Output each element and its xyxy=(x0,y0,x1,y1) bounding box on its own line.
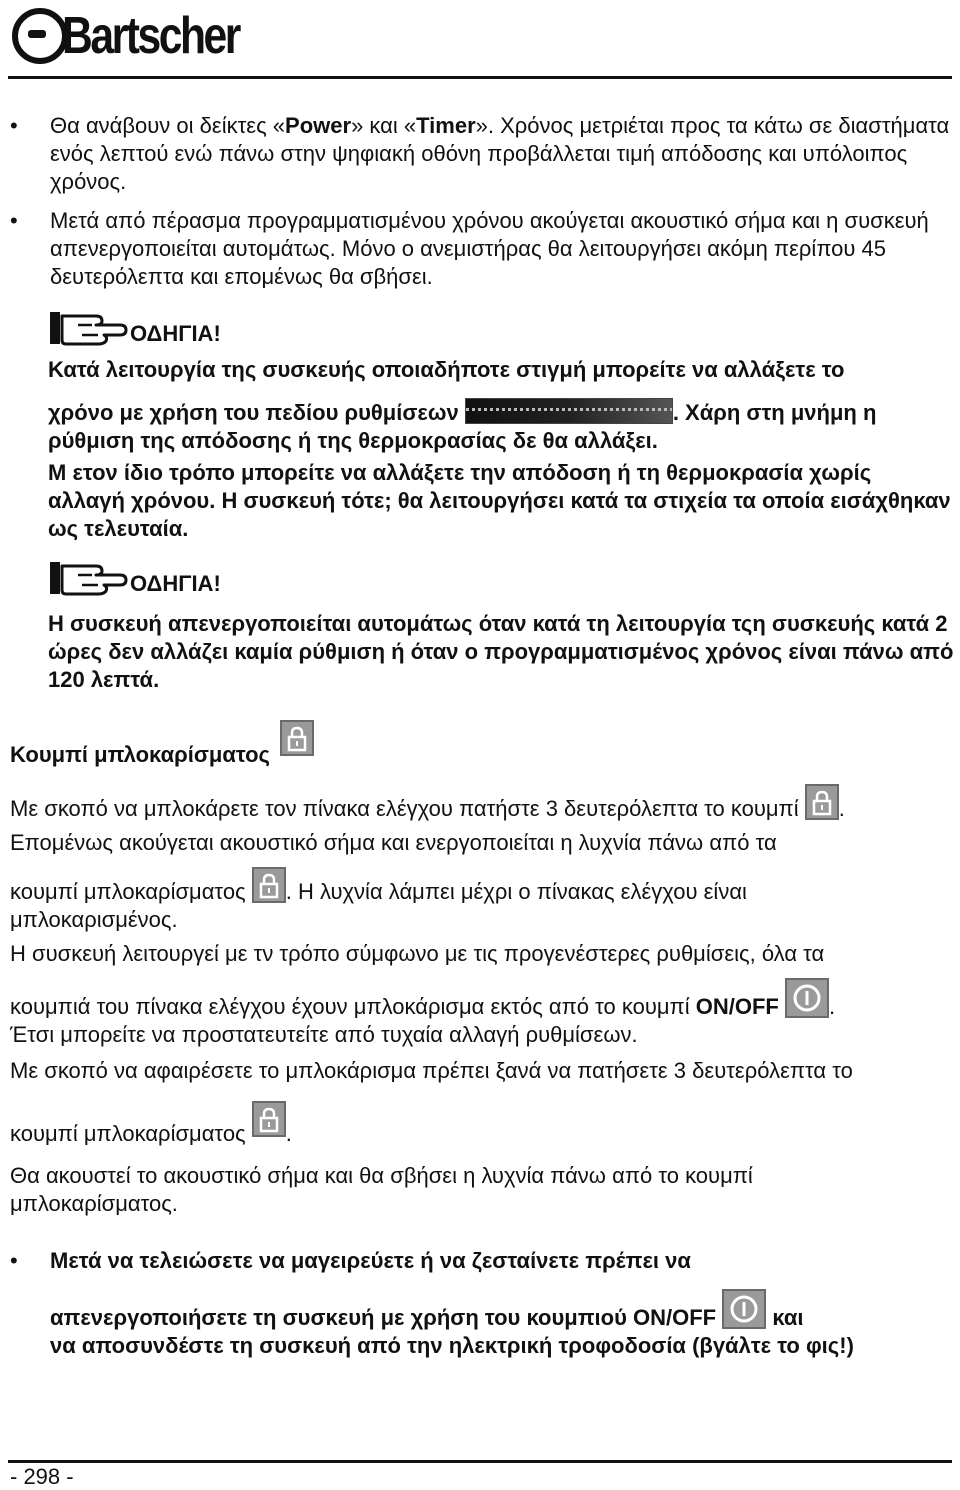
lock-icon xyxy=(805,784,839,820)
body-line: Θα ακουστεί το ακουστικό σήμα και θα σβήσει η λυχνία πάνω από το κουμπί μπλοκαρίσματος. xyxy=(10,1163,753,1216)
bartscher-logo xyxy=(12,8,278,64)
note-line: Μ ετον ίδιο τρόπο μπορείτε να αλλάξετε την απόδοση ή τη θερμοκρασία χωρίς αλλαγή χρόνου. Η συσκευή τότε; θα λειτουργήσει κατά τα στιχεία τα οποία εισάχθηκαν ως τελευταία. xyxy=(48,460,951,541)
body-line: κουμπιά του πίνακα ελέγχου έχουν μπλοκάρισμα εκτός από το κουμπί ON/OFF . xyxy=(10,978,954,1021)
note-body xyxy=(48,356,954,543)
body-line: μπλοκαρισμένος. xyxy=(10,907,178,932)
list-item xyxy=(8,112,954,196)
slider-field-icon xyxy=(465,398,673,424)
list-item xyxy=(8,207,954,291)
logo-text: Bartscher xyxy=(62,7,239,65)
section-body xyxy=(10,784,954,1218)
bullet-icon: • xyxy=(10,113,18,138)
body-line: Με σκοπό να αφαιρέσετε το μπλοκάρισμα πρέπει ξανά να πατήσετε 3 δευτερόλεπτα το xyxy=(10,1058,853,1083)
note-heading xyxy=(48,308,221,348)
bullet-line: απενεργοποιήσετε τη συσκευή με χρήση του κουμπιού ON/OFF και xyxy=(50,1289,954,1332)
body-line: Επομένως ακούγεται ακουστικό σήμα και ενεργοποιείται η λυχνία πάνω από τα xyxy=(10,830,777,855)
pointing-hand-icon xyxy=(48,308,128,348)
note-body: Η συσκευή απενεργοποιείται αυτομάτως όταν κατά τη λειτουργία τςη συσκευής κατά 2 ώρες δεν αλλάζει καμία ρύθμιση ή όταν ο προγραμματισμένος χρόνος είναι πάνω από 120 λεπτά. xyxy=(48,611,954,692)
note-title: ΟΔΗΓΙΑ! xyxy=(130,321,221,346)
body-line: κουμπί μπλοκαρίσματος . Η λυχνία λάμπει μέχρι ο πίνακας ελέγχου είναι xyxy=(10,867,954,906)
body-line: Με σκοπό να μπλοκάρετε τον πίνακα ελέγχου πατήστε 3 δευτερόλεπτα το κουμπί . xyxy=(10,784,954,823)
power-icon xyxy=(785,978,829,1018)
footer-rule xyxy=(8,1460,952,1463)
pointing-hand-icon xyxy=(48,558,128,598)
body-line: Η συσκευή λειτουργεί με τν τρόπο σύμφωνο με τις προγενέστερες ρυθμίσεις, όλα τα xyxy=(10,941,825,966)
body-line: Έτσι μπορείτε να προστατευτείτε από τυχαία αλλαγή ρυθμίσεων. xyxy=(10,1022,638,1047)
list-item xyxy=(8,1247,954,1360)
lock-icon xyxy=(252,867,286,903)
note-line: ρύθμιση της απόδοσης ή της θερμοκρασίας δε θα αλλάξει. xyxy=(48,428,658,453)
body-line: κουμπί μπλοκαρίσματος . xyxy=(10,1101,954,1148)
lock-icon xyxy=(252,1101,286,1137)
bullet-text: Μετά να τελειώσετε να μαγειρεύετε ή να ζεσταίνετε πρέπει να απενεργοποιήσετε τη συσκευή με χρήση του κουμπιού ON/OFF και να αποσυνδέστε τη συσκευή από την ηλεκτρική τροφοδοσία (βγάλτε το φις!) xyxy=(50,1247,954,1360)
note-heading xyxy=(48,558,221,598)
page-number: - 298 - xyxy=(10,1464,74,1489)
power-icon xyxy=(722,1289,766,1329)
bullet-icon: • xyxy=(10,1248,18,1273)
note-title: ΟΔΗΓΙΑ! xyxy=(130,571,221,596)
note-line: χρόνο με χρήση του πεδίου ρυθμίσεων . Χάρη στη μνήμη η xyxy=(48,400,877,425)
section-title: Κουμπί μπλοκαρίσματος xyxy=(10,720,314,768)
header-rule xyxy=(8,76,952,79)
note-line: Κατά λειτουργία της συσκευής οποιαδήποτε στιγμή μπορείτε να αλλάξετε το xyxy=(48,357,845,382)
bullet-text: Θα ανάβουν οι δείκτες «Power» και «Timer». Χρόνος μετριέται προς τα κάτω σε διαστήματα ενός λεπτού ενώ πάνω στην ψηφιακή οθόνη προβάλλεται τιμή απόδοσης και υπόλοιπος χρόνος. xyxy=(50,113,950,194)
logo-b-mark xyxy=(12,8,68,64)
bullet-icon: • xyxy=(10,208,18,233)
lock-icon xyxy=(280,720,314,756)
bullet-text: Μετά από πέρασμα προγραμματισμένου χρόνου ακούγεται ακουστικό σήμα και η συσκευή απενεργοποιείται αυτομάτως. Μόνο ο ανεμιστήρας θα λειτουργήσει ακόμη περίπου 45 δευτερόλεπτα και επομένως θα σβήσει. xyxy=(50,208,929,289)
